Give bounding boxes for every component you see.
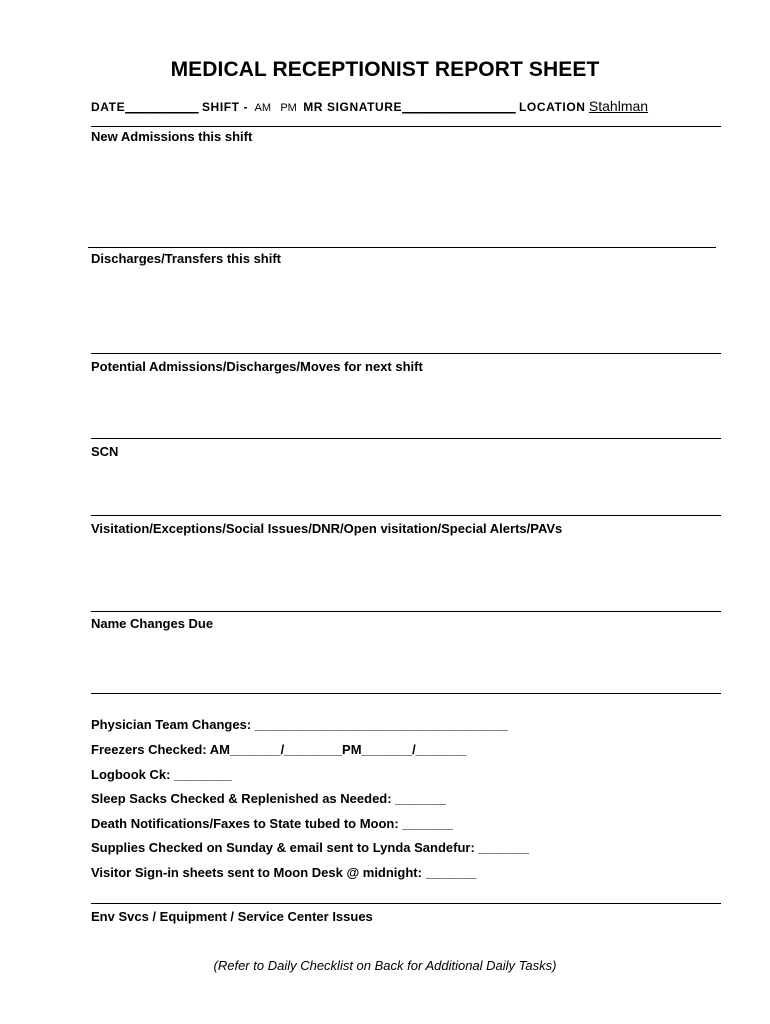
divider: [91, 693, 721, 694]
section-scn: SCN: [91, 444, 119, 459]
shift-label: SHIFT -: [201, 100, 249, 114]
divider: [91, 126, 721, 127]
divider: [91, 611, 721, 612]
divider: [91, 438, 721, 439]
signature-label: MR SIGNATURE: [303, 100, 403, 114]
date-label: DATE: [91, 100, 126, 114]
header-fields: [91, 98, 721, 114]
section-potential-moves: Potential Admissions/Discharges/Moves for next shift: [91, 359, 423, 374]
date-field[interactable]: ___________: [125, 100, 199, 114]
page-title: MEDICAL RECEPTIONIST REPORT SHEET: [170, 58, 600, 81]
location-label: LOCATION: [518, 100, 586, 114]
location-value[interactable]: Stahlman: [588, 98, 649, 114]
section-name-changes: Name Changes Due: [91, 616, 214, 631]
physician-team-changes-field[interactable]: Physician Team Changes: ___________________________________: [91, 717, 508, 732]
sleep-sacks-field[interactable]: Sleep Sacks Checked & Replenished as Needed: _______: [91, 791, 446, 806]
section-visitation: Visitation/Exceptions/Social Issues/DNR/Open visitation/Special Alerts/PAVs: [91, 521, 563, 536]
footer-note: (Refer to Daily Checklist on Back for Additional Daily Tasks): [213, 958, 557, 973]
supplies-checked-field[interactable]: Supplies Checked on Sunday & email sent to Lynda Sandefur: _______: [91, 840, 530, 855]
divider: [91, 515, 721, 516]
shift-pm-option[interactable]: PM: [280, 102, 297, 114]
section-discharges-transfers: Discharges/Transfers this shift: [91, 251, 282, 266]
section-new-admissions: New Admissions this shift: [91, 129, 253, 144]
freezers-checked-field[interactable]: Freezers Checked: AM_______/________PM_______/_______: [91, 742, 467, 757]
logbook-check-field[interactable]: Logbook Ck: ________: [91, 767, 232, 782]
divider: [91, 903, 721, 904]
shift-am-option[interactable]: AM: [254, 102, 271, 114]
divider: [88, 247, 716, 248]
divider: [91, 353, 721, 354]
death-notifications-field[interactable]: Death Notifications/Faxes to State tubed to Moon: _______: [91, 816, 453, 831]
section-env-svcs: Env Svcs / Equipment / Service Center Issues: [91, 909, 373, 924]
signature-field[interactable]: _________________: [402, 100, 516, 114]
visitor-signin-field[interactable]: Visitor Sign-in sheets sent to Moon Desk @ midnight: _______: [91, 865, 477, 880]
